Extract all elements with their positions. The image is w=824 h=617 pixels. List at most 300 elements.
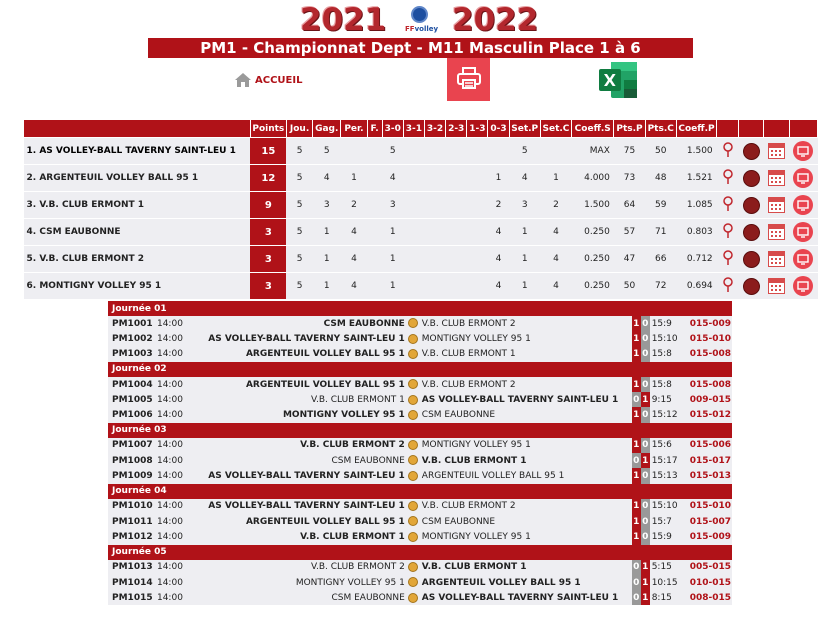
match-row[interactable] xyxy=(108,331,732,346)
match-points-ref[interactable]: 009-015 xyxy=(688,392,732,407)
match-code: PM1004 xyxy=(108,377,156,392)
gag-cell: 5 xyxy=(313,138,341,165)
r31-cell xyxy=(403,192,424,219)
standings-row xyxy=(24,165,818,192)
setp-cell: 1 xyxy=(509,219,540,246)
team-name-cell[interactable] xyxy=(24,273,251,300)
points-cell: 3 xyxy=(250,273,286,300)
match-detail-score: 15:10 xyxy=(650,331,688,346)
jou-cell: 5 xyxy=(286,246,312,273)
calendar-icon[interactable] xyxy=(768,197,785,213)
club-badge-icon[interactable] xyxy=(743,251,760,268)
match-points-ref[interactable]: 015-006 xyxy=(688,438,732,453)
team-name[interactable]: AS VOLLEY-BALL TAVERNY SAINT-LEU 1 xyxy=(39,146,236,156)
r23-cell xyxy=(446,165,467,192)
r03-cell: 2 xyxy=(488,192,509,219)
volleyball-icon xyxy=(408,501,418,511)
away-team[interactable]: V.B. CLUB ERMONT 1 xyxy=(420,560,632,575)
match-points-ref[interactable]: 015-008 xyxy=(688,377,732,392)
match-detail-score: 15:7 xyxy=(650,514,688,529)
r23-cell xyxy=(446,219,467,246)
journee-label: Journée 01 xyxy=(108,301,732,316)
home-icon xyxy=(234,72,252,88)
calendar-cell[interactable] xyxy=(764,138,789,165)
home-score: 0 xyxy=(632,453,641,468)
match-time: 14:00 xyxy=(156,499,192,514)
r31-cell xyxy=(403,273,424,300)
home-team[interactable]: V.B. CLUB ERMONT 1 xyxy=(192,529,407,544)
volleyball-icon xyxy=(408,334,418,344)
match-points-ref[interactable]: 015-013 xyxy=(688,468,732,483)
club-cell[interactable] xyxy=(739,246,764,273)
club-cell[interactable] xyxy=(739,219,764,246)
ptsc-cell: 71 xyxy=(645,219,676,246)
match-points-ref[interactable]: 015-009 xyxy=(688,316,732,331)
ptsp-cell: 47 xyxy=(614,246,645,273)
rank-label: 4. xyxy=(26,227,37,237)
volleyball-cell xyxy=(407,514,420,529)
match-time: 14:00 xyxy=(156,453,192,468)
r31-cell xyxy=(403,219,424,246)
volleyball-icon xyxy=(408,410,418,420)
volleyball-icon xyxy=(408,318,418,328)
match-points-ref[interactable]: 010-015 xyxy=(688,575,732,590)
journee-header xyxy=(108,484,732,499)
print-button[interactable] xyxy=(447,58,490,101)
jou-cell: 5 xyxy=(286,273,312,300)
away-team[interactable]: V.B. CLUB ERMONT 1 xyxy=(420,453,632,468)
home-team[interactable]: AS VOLLEY-BALL TAVERNY SAINT-LEU 1 xyxy=(192,331,407,346)
home-team[interactable]: CSM EAUBONNE xyxy=(192,316,407,331)
journee-header xyxy=(108,301,732,316)
match-code: PM1015 xyxy=(108,590,156,605)
volleyball-cell xyxy=(407,377,420,392)
club-badge-icon[interactable] xyxy=(743,143,760,160)
match-row[interactable] xyxy=(108,347,732,362)
map-pin-icon[interactable] xyxy=(723,223,733,239)
coeffs-cell: MAX xyxy=(572,138,614,165)
excel-export-button[interactable] xyxy=(597,62,639,98)
home-team[interactable]: MONTIGNY VOLLEY 95 1 xyxy=(192,575,407,590)
team-name-cell[interactable] xyxy=(24,192,251,219)
r03-cell: 4 xyxy=(488,219,509,246)
home-score: 1 xyxy=(632,316,641,331)
setp-cell: 4 xyxy=(509,165,540,192)
jou-cell: 5 xyxy=(286,165,312,192)
r30-cell: 1 xyxy=(382,219,403,246)
volleyball-cell xyxy=(407,468,420,483)
r30-cell: 1 xyxy=(382,273,403,300)
club-cell[interactable] xyxy=(739,165,764,192)
home-score: 1 xyxy=(632,499,641,514)
home-team[interactable]: AS VOLLEY-BALL TAVERNY SAINT-LEU 1 xyxy=(192,499,407,514)
r13-cell xyxy=(467,246,488,273)
match-detail-score: 5:15 xyxy=(650,560,688,575)
locate-cell[interactable] xyxy=(717,192,739,219)
match-points-ref[interactable]: 015-010 xyxy=(688,499,732,514)
ptsc-cell: 72 xyxy=(645,273,676,300)
volleyball-cell xyxy=(407,316,420,331)
away-team[interactable]: V.B. CLUB ERMONT 2 xyxy=(420,499,632,514)
team-name[interactable]: CSM EAUBONNE xyxy=(39,227,121,237)
r32-cell xyxy=(424,192,445,219)
match-row[interactable] xyxy=(108,560,732,575)
match-time: 14:00 xyxy=(156,590,192,605)
away-score: 1 xyxy=(641,590,650,605)
home-score: 1 xyxy=(632,407,641,422)
match-time: 14:00 xyxy=(156,575,192,590)
volleyball-icon xyxy=(408,471,418,481)
volleyball-icon xyxy=(408,349,418,359)
rank-label: 1. xyxy=(26,146,37,156)
ptsc-cell: 66 xyxy=(645,246,676,273)
club-badge-icon[interactable] xyxy=(743,170,760,187)
home-team[interactable]: ARGENTEUIL VOLLEY BALL 95 1 xyxy=(192,514,407,529)
match-code: PM1012 xyxy=(108,529,156,544)
f-cell xyxy=(367,273,382,300)
match-row[interactable] xyxy=(108,392,732,407)
match-code: PM1010 xyxy=(108,499,156,514)
home-team[interactable]: V.B. CLUB ERMONT 1 xyxy=(192,392,407,407)
away-team[interactable]: V.B. CLUB ERMONT 2 xyxy=(420,316,632,331)
coeffp-cell: 0.694 xyxy=(676,273,716,300)
club-cell[interactable] xyxy=(739,273,764,300)
calendar-icon[interactable] xyxy=(768,251,785,267)
match-detail-score: 15:17 xyxy=(650,453,688,468)
home-team[interactable]: AS VOLLEY-BALL TAVERNY SAINT-LEU 1 xyxy=(192,468,407,483)
journee-header xyxy=(108,423,732,438)
match-row[interactable] xyxy=(108,590,732,605)
map-pin-icon[interactable] xyxy=(723,277,733,293)
club-badge-icon[interactable] xyxy=(743,224,760,241)
setc-cell: 4 xyxy=(540,246,571,273)
coeffp-cell: 1.521 xyxy=(676,165,716,192)
away-score: 0 xyxy=(641,331,650,346)
match-points-ref[interactable]: 015-017 xyxy=(688,453,732,468)
match-row[interactable] xyxy=(108,499,732,514)
points-cell: 9 xyxy=(250,192,286,219)
match-points-ref[interactable]: 015-009 xyxy=(688,529,732,544)
points-cell: 3 xyxy=(250,246,286,273)
map-pin-icon[interactable] xyxy=(723,250,733,266)
f-cell xyxy=(367,165,382,192)
away-score: 0 xyxy=(641,529,650,544)
r13-cell xyxy=(467,219,488,246)
match-row[interactable] xyxy=(108,438,732,453)
screen-cell[interactable] xyxy=(789,192,817,219)
calendar-cell[interactable] xyxy=(764,219,789,246)
calendar-icon[interactable] xyxy=(768,143,785,159)
map-pin-icon[interactable] xyxy=(723,142,733,158)
volleyball-icon xyxy=(408,532,418,542)
home-score: 1 xyxy=(632,347,641,362)
coeffs-cell: 0.250 xyxy=(572,273,614,300)
match-code: PM1006 xyxy=(108,407,156,422)
match-time: 14:00 xyxy=(156,347,192,362)
match-time: 14:00 xyxy=(156,407,192,422)
home-team[interactable]: CSM EAUBONNE xyxy=(192,453,407,468)
away-team[interactable]: ARGENTEUIL VOLLEY BALL 95 1 xyxy=(420,575,632,590)
match-points-ref[interactable]: 005-015 xyxy=(688,560,732,575)
r31-cell xyxy=(403,165,424,192)
calendar-cell[interactable] xyxy=(764,273,789,300)
gag-cell: 3 xyxy=(313,192,341,219)
setp-cell: 1 xyxy=(509,246,540,273)
team-name[interactable]: V.B. CLUB ERMONT 1 xyxy=(39,200,145,210)
calendar-cell[interactable] xyxy=(764,165,789,192)
season-header xyxy=(0,2,824,38)
away-score: 0 xyxy=(641,468,650,483)
setp-cell: 1 xyxy=(509,273,540,300)
ptsp-cell: 57 xyxy=(614,219,645,246)
rank-label: 5. xyxy=(26,254,37,264)
away-team[interactable]: ARGENTEUIL VOLLEY BALL 95 1 xyxy=(420,468,632,483)
match-row[interactable] xyxy=(108,377,732,392)
setp-cell: 5 xyxy=(509,138,540,165)
f-cell xyxy=(367,219,382,246)
standings-row xyxy=(24,273,818,300)
away-score: 1 xyxy=(641,453,650,468)
match-row[interactable] xyxy=(108,453,732,468)
per-cell: 1 xyxy=(341,165,367,192)
screen-cell[interactable] xyxy=(789,165,817,192)
volleyball-logo-icon xyxy=(411,6,428,23)
volleyball-icon xyxy=(408,562,418,572)
screen-icon[interactable] xyxy=(793,249,813,269)
calendar-cell[interactable] xyxy=(764,192,789,219)
match-row[interactable] xyxy=(108,407,732,422)
printer-icon xyxy=(456,66,482,94)
match-detail-score: 15:8 xyxy=(650,347,688,362)
match-points-ref[interactable]: 015-012 xyxy=(688,407,732,422)
match-time: 14:00 xyxy=(156,377,192,392)
gag-cell: 1 xyxy=(313,246,341,273)
home-score: 0 xyxy=(632,590,641,605)
calendar-icon[interactable] xyxy=(768,170,785,186)
volleyball-icon xyxy=(408,440,418,450)
club-cell[interactable] xyxy=(739,192,764,219)
away-score: 0 xyxy=(641,438,650,453)
volleyball-cell xyxy=(407,392,420,407)
match-row[interactable] xyxy=(108,468,732,483)
team-name[interactable]: MONTIGNY VOLLEY 95 1 xyxy=(39,281,162,291)
jou-cell: 5 xyxy=(286,219,312,246)
match-time: 14:00 xyxy=(156,560,192,575)
setc-cell: 2 xyxy=(540,192,571,219)
setc-cell: 1 xyxy=(540,165,571,192)
home-score: 1 xyxy=(632,514,641,529)
away-team[interactable]: CSM EAUBONNE xyxy=(420,407,632,422)
coeffp-cell: 1.500 xyxy=(676,138,716,165)
accueil-link[interactable] xyxy=(234,72,302,88)
club-badge-icon[interactable] xyxy=(743,197,760,214)
jou-cell: 5 xyxy=(286,138,312,165)
away-team[interactable]: AS VOLLEY-BALL TAVERNY SAINT-LEU 1 xyxy=(420,590,632,605)
club-badge-icon[interactable] xyxy=(743,278,760,295)
match-code: PM1003 xyxy=(108,347,156,362)
locate-cell[interactable] xyxy=(717,273,739,300)
standings-row xyxy=(24,192,818,219)
team-name[interactable]: ARGENTEUIL VOLLEY BALL 95 1 xyxy=(39,173,199,183)
home-team[interactable]: V.B. CLUB ERMONT 2 xyxy=(192,438,407,453)
r13-cell xyxy=(467,192,488,219)
f-cell xyxy=(367,192,382,219)
match-code: PM1014 xyxy=(108,575,156,590)
home-team[interactable]: V.B. CLUB ERMONT 2 xyxy=(192,560,407,575)
screen-icon[interactable] xyxy=(793,222,813,242)
locate-cell[interactable] xyxy=(717,219,739,246)
r13-cell xyxy=(467,273,488,300)
volleyball-cell xyxy=(407,407,420,422)
volleyball-cell xyxy=(407,331,420,346)
away-team[interactable]: MONTIGNY VOLLEY 95 1 xyxy=(420,331,632,346)
season-end-year: 2022 xyxy=(452,2,539,38)
home-score: 1 xyxy=(632,377,641,392)
home-team[interactable]: MONTIGNY VOLLEY 95 1 xyxy=(192,407,407,422)
setc-cell: 4 xyxy=(540,273,571,300)
away-team[interactable]: MONTIGNY VOLLEY 95 1 xyxy=(420,529,632,544)
per-cell: 4 xyxy=(341,219,367,246)
match-code: PM1008 xyxy=(108,453,156,468)
calendar-cell[interactable] xyxy=(764,246,789,273)
away-score: 1 xyxy=(641,575,650,590)
locate-cell[interactable] xyxy=(717,138,739,165)
match-time: 14:00 xyxy=(156,316,192,331)
journee-header xyxy=(108,362,732,377)
rank-label: 3. xyxy=(26,200,37,210)
r32-cell xyxy=(424,246,445,273)
match-row[interactable] xyxy=(108,514,732,529)
home-score: 1 xyxy=(632,529,641,544)
volleyball-cell xyxy=(407,499,420,514)
away-score: 0 xyxy=(641,316,650,331)
match-time: 14:00 xyxy=(156,529,192,544)
volleyball-icon xyxy=(408,516,418,526)
journee-label: Journée 02 xyxy=(108,362,732,377)
points-cell: 12 xyxy=(250,165,286,192)
r23-cell xyxy=(446,273,467,300)
home-score: 0 xyxy=(632,392,641,407)
r32-cell xyxy=(424,165,445,192)
team-name-cell[interactable] xyxy=(24,219,251,246)
volleyball-cell xyxy=(407,438,420,453)
gag-cell: 4 xyxy=(313,165,341,192)
away-score: 1 xyxy=(641,560,650,575)
locate-cell[interactable] xyxy=(717,246,739,273)
match-detail-score: 15:13 xyxy=(650,468,688,483)
team-name-cell[interactable] xyxy=(24,138,251,165)
away-score: 0 xyxy=(641,377,650,392)
volleyball-icon xyxy=(408,395,418,405)
club-cell[interactable] xyxy=(739,138,764,165)
calendar-icon[interactable] xyxy=(768,278,785,294)
home-team[interactable]: ARGENTEUIL VOLLEY BALL 95 1 xyxy=(192,377,407,392)
match-row[interactable] xyxy=(108,575,732,590)
home-team[interactable]: ARGENTEUIL VOLLEY BALL 95 1 xyxy=(192,347,407,362)
ptsc-cell: 50 xyxy=(645,138,676,165)
r30-cell: 1 xyxy=(382,246,403,273)
match-code: PM1001 xyxy=(108,316,156,331)
screen-cell[interactable] xyxy=(789,219,817,246)
screen-icon[interactable] xyxy=(793,141,813,161)
jou-cell: 5 xyxy=(286,192,312,219)
match-detail-score: 10:15 xyxy=(650,575,688,590)
standings-row xyxy=(24,246,818,273)
match-time: 14:00 xyxy=(156,468,192,483)
r30-cell: 3 xyxy=(382,192,403,219)
away-team[interactable]: V.B. CLUB ERMONT 2 xyxy=(420,377,632,392)
match-detail-score: 15:9 xyxy=(650,529,688,544)
match-points-ref[interactable]: 015-007 xyxy=(688,514,732,529)
map-pin-icon[interactable] xyxy=(723,196,733,212)
journee-header xyxy=(108,545,732,560)
ptsp-cell: 50 xyxy=(614,273,645,300)
screen-cell[interactable] xyxy=(789,246,817,273)
r23-cell xyxy=(446,192,467,219)
away-score: 0 xyxy=(641,347,650,362)
match-points-ref[interactable]: 015-008 xyxy=(688,347,732,362)
coeffp-cell: 0.803 xyxy=(676,219,716,246)
screen-cell[interactable] xyxy=(789,138,817,165)
away-team[interactable]: CSM EAUBONNE xyxy=(420,514,632,529)
r03-cell: 1 xyxy=(488,165,509,192)
match-time: 14:00 xyxy=(156,331,192,346)
match-row[interactable] xyxy=(108,316,732,331)
ptsp-cell: 75 xyxy=(614,138,645,165)
match-detail-score: 15:12 xyxy=(650,407,688,422)
coeffp-cell: 0.712 xyxy=(676,246,716,273)
match-points-ref[interactable]: 015-010 xyxy=(688,331,732,346)
team-name-cell[interactable] xyxy=(24,246,251,273)
match-detail-score: 15:10 xyxy=(650,499,688,514)
standings-row xyxy=(24,138,818,165)
home-score: 0 xyxy=(632,575,641,590)
volleyball-cell xyxy=(407,529,420,544)
match-row[interactable] xyxy=(108,529,732,544)
team-name[interactable]: V.B. CLUB ERMONT 2 xyxy=(39,254,145,264)
screen-icon[interactable] xyxy=(793,195,813,215)
r13-cell xyxy=(467,138,488,165)
away-team[interactable]: AS VOLLEY-BALL TAVERNY SAINT-LEU 1 xyxy=(420,392,632,407)
away-team[interactable]: MONTIGNY VOLLEY 95 1 xyxy=(420,438,632,453)
setp-cell: 3 xyxy=(509,192,540,219)
match-code: PM1009 xyxy=(108,468,156,483)
locate-cell[interactable] xyxy=(717,165,739,192)
screen-icon[interactable] xyxy=(793,276,813,296)
setc-cell xyxy=(540,138,571,165)
match-code: PM1007 xyxy=(108,438,156,453)
r32-cell xyxy=(424,219,445,246)
match-detail-score: 15:6 xyxy=(650,438,688,453)
map-pin-icon[interactable] xyxy=(723,169,733,185)
match-points-ref[interactable]: 008-015 xyxy=(688,590,732,605)
standings-table xyxy=(23,119,818,300)
away-team[interactable]: V.B. CLUB ERMONT 1 xyxy=(420,347,632,362)
home-score: 0 xyxy=(632,560,641,575)
setc-cell: 4 xyxy=(540,219,571,246)
screen-icon[interactable] xyxy=(793,168,813,188)
screen-cell[interactable] xyxy=(789,273,817,300)
calendar-icon[interactable] xyxy=(768,224,785,240)
volleyball-cell xyxy=(407,590,420,605)
home-team[interactable]: CSM EAUBONNE xyxy=(192,590,407,605)
ptsp-cell: 73 xyxy=(614,165,645,192)
match-detail-score: 15:8 xyxy=(650,377,688,392)
volleyball-cell xyxy=(407,560,420,575)
coeffs-cell: 0.250 xyxy=(572,246,614,273)
per-cell: 4 xyxy=(341,246,367,273)
team-name-cell[interactable] xyxy=(24,165,251,192)
